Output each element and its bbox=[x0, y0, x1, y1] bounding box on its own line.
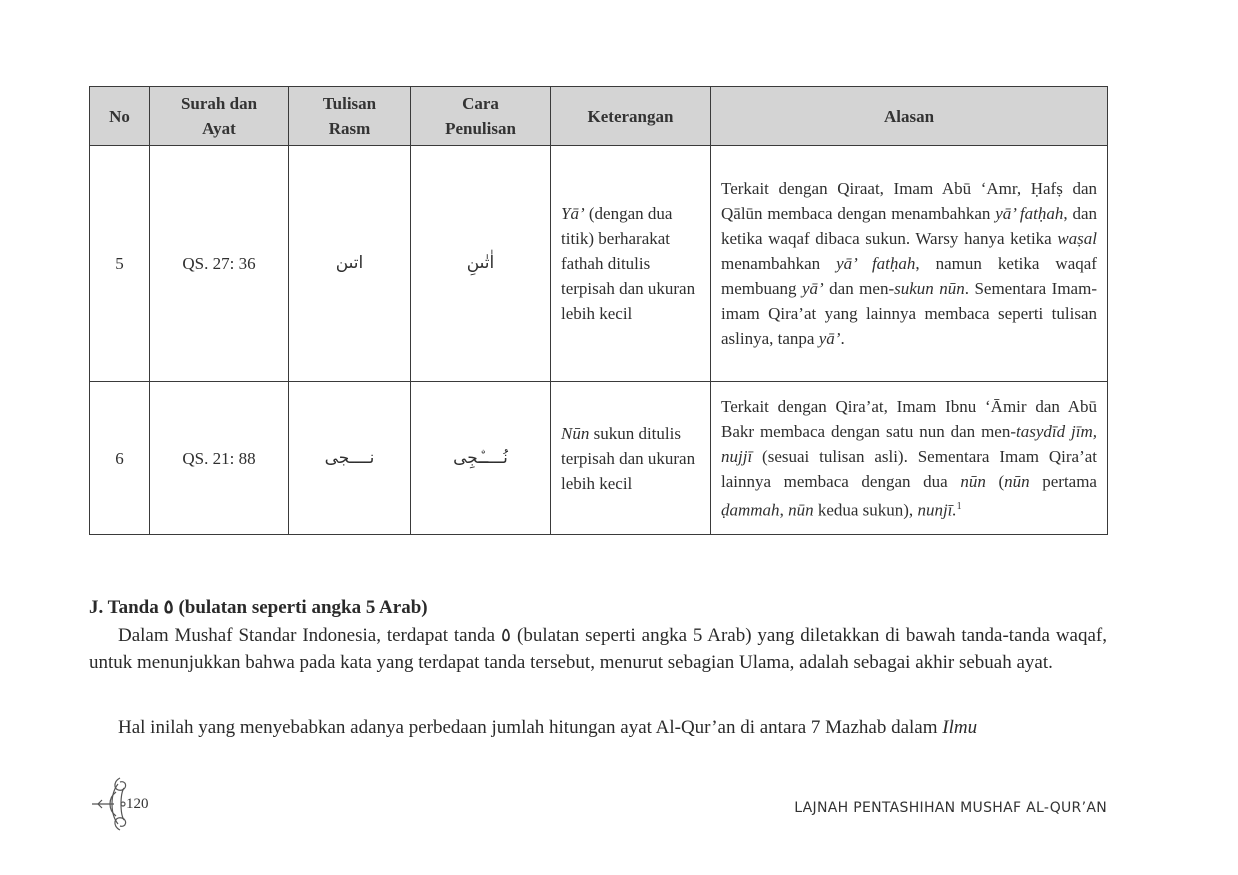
cell-surah: QS. 27: 36 bbox=[150, 146, 289, 382]
cell-rasm: اتىن bbox=[289, 146, 411, 382]
table-header-row bbox=[90, 87, 1108, 146]
table-row bbox=[90, 382, 1108, 535]
header-alasan: Alasan bbox=[711, 87, 1108, 146]
table-row bbox=[90, 146, 1108, 382]
header-cara: Cara Penulisan bbox=[411, 87, 551, 146]
cell-cara: نُــــۨجِى bbox=[411, 382, 551, 535]
header-keterangan: Keterangan bbox=[551, 87, 711, 146]
paragraph: Hal inilah yang menyebabkan adanya perbedaan jumlah hitungan ayat Al-Qur’an di antara 7 Mazhab dalam Ilmu bbox=[118, 717, 978, 738]
cell-alasan: Terkait dengan Qira’at, Imam Ibnu ‘Āmir dan Abū Bakr membaca dengan satu nun dan men-tasydīd jīm, nujjī (sesuai tulisan asli). Sementara Imam Qira’at lainnya membaca dengan dua nūn (nūn pertama ḍammah, nūn kedua sukun), nunjī.$^1$ bbox=[711, 382, 1108, 535]
cell-keterangan: Yā’ (dengan dua titik) berharakat fathah ditulis terpisah dan ukuran lebih kecil bbox=[551, 146, 711, 382]
paragraph: Dalam Mushaf Standar Indonesia, terdapat tanda ٥ (bulatan seperti angka 5 Arab) yang diletakkan di bawah tanda-tanda waqaf, untuk menunjukkan bahwa pada kata yang terdapat tanda tersebut, menurut sebagian Ulama, adalah sebagai akhir sebuah ayat. bbox=[89, 625, 1107, 673]
cell-alasan: Terkait dengan Qiraat, Imam Abū ‘Amr, Ḥafṣ dan Qālūn membaca dengan menambahkan yā’ fatḥah, dan ketika waqaf dibaca sukun. Warsy hanya ketika waṣal menambahkan yā’ fatḥah, namun ketika waqaf membuang yā’ dan men-sukun nūn. Sementara Imam-imam Qira’at yang lainnya membaca seperti tulisan aslinya, tanpa yā’. bbox=[711, 146, 1108, 382]
cell-surah: QS. 21: 88 bbox=[150, 382, 289, 535]
cell-no: 6 bbox=[90, 382, 150, 535]
footnote-marker: 1 bbox=[956, 500, 962, 512]
header-no: No bbox=[90, 87, 150, 146]
publisher-footer: LAJNAH PENTASHIHAN MUSHAF AL-QUR’AN bbox=[794, 800, 1107, 816]
cell-no: 5 bbox=[90, 146, 150, 382]
qiraat-table bbox=[89, 86, 1108, 535]
cell-rasm: نــــجى bbox=[289, 382, 411, 535]
cell-cara: اٰتٰىنِ bbox=[411, 146, 551, 382]
header-surah: Surah dan Ayat bbox=[150, 87, 289, 146]
page-number: 120 bbox=[126, 796, 149, 812]
cell-keterangan: Nūn sukun ditulis terpisah dan ukuran lebih kecil bbox=[551, 382, 711, 535]
header-rasm: Tulisan Rasm bbox=[289, 87, 411, 146]
section-heading: J. Tanda ٥ (bulatan seperti angka 5 Arab) bbox=[89, 597, 428, 618]
